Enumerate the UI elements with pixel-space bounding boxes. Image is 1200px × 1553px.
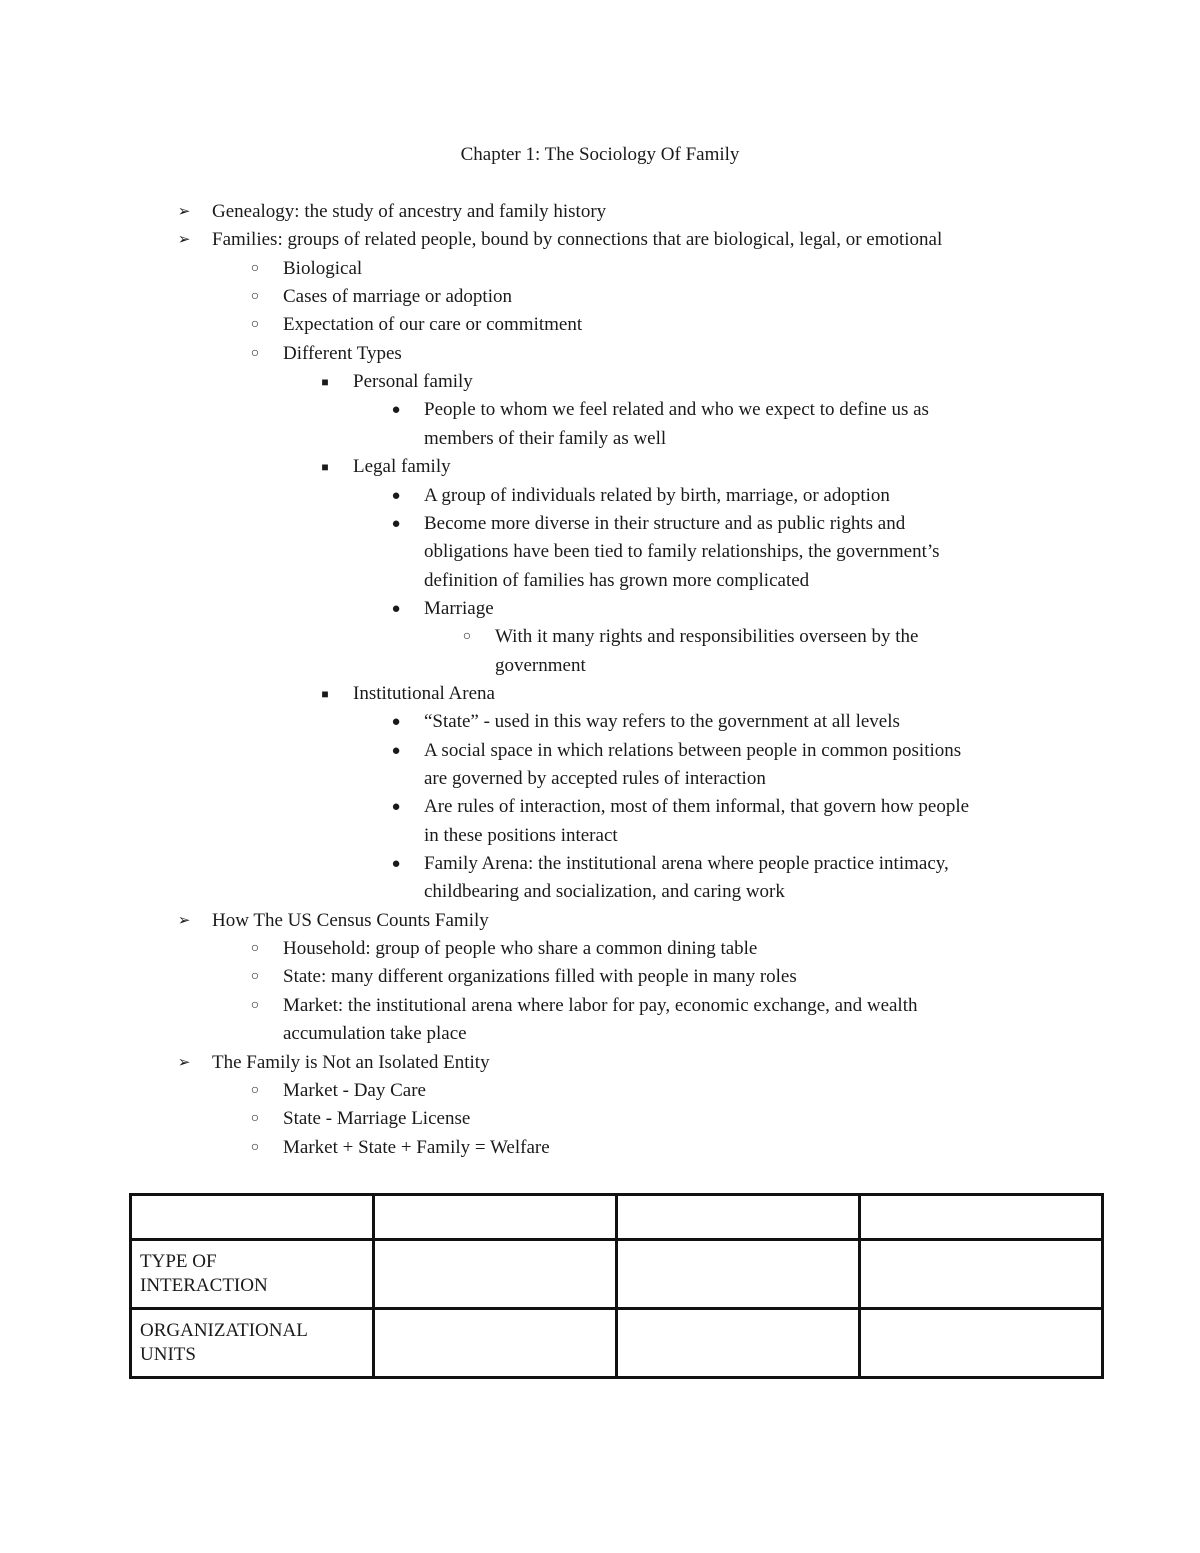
row-label-type-of-interaction bbox=[131, 1240, 374, 1309]
bullet-circle-icon: ○ bbox=[250, 1139, 260, 1155]
bullet-arrow-icon: ➢ bbox=[177, 204, 191, 220]
bullet-dot-icon: ● bbox=[391, 515, 401, 532]
outline-line: Families: groups of related people, bound by connections that are biological, legal, or emotional bbox=[212, 229, 943, 251]
bullet-arrow-icon: ➢ bbox=[177, 232, 191, 249]
outline-line: Marriage bbox=[424, 597, 494, 619]
outline-line: Household: group of people who share a common dining table bbox=[283, 938, 758, 960]
bullet-square-icon: ■ bbox=[321, 686, 329, 701]
table-cell bbox=[374, 1240, 617, 1309]
bullet-dot-icon: ● bbox=[391, 402, 401, 419]
bullet-circle-icon: ○ bbox=[250, 1082, 260, 1098]
outline-line: definition of families has grown more complicated bbox=[424, 569, 810, 591]
outline-line: A social space in which relations between people in common positions bbox=[424, 739, 962, 761]
outline-line: The Family is Not an Isolated Entity bbox=[212, 1051, 490, 1073]
outline-line: Expectation of our care or commitment bbox=[283, 314, 583, 336]
outline-line: With it many rights and responsibilities overseen by the bbox=[495, 626, 919, 648]
row-label-line: INTERACTION bbox=[140, 1275, 268, 1296]
row-label-line: TYPE OF bbox=[140, 1251, 217, 1272]
outline-line: A group of individuals related by birth, marriage, or adoption bbox=[424, 484, 890, 506]
bullet-circle-icon: ○ bbox=[250, 260, 260, 276]
row-label-line: ORGANIZATIONAL bbox=[140, 1320, 308, 1341]
outline-line: in these positions interact bbox=[424, 824, 618, 846]
outline-line: Genealogy: the study of ancestry and family history bbox=[212, 201, 607, 222]
outline-line: Are rules of interaction, most of them informal, that govern how people bbox=[424, 796, 970, 818]
table-cell bbox=[617, 1240, 860, 1309]
outline-line: Different Types bbox=[283, 342, 402, 364]
bullet-circle-icon: ○ bbox=[462, 629, 472, 645]
bullet-arrow-icon: ➢ bbox=[177, 912, 191, 929]
bullet-circle-icon: ○ bbox=[250, 345, 260, 361]
outline-line: People to whom we feel related and who we expect to define us as bbox=[424, 399, 929, 421]
bullet-square-icon: ■ bbox=[321, 460, 329, 475]
row-label-line: UNITS bbox=[140, 1344, 196, 1365]
outline-line: members of their family as well bbox=[424, 427, 667, 449]
table-cell bbox=[374, 1195, 617, 1240]
bullet-circle-icon: ○ bbox=[250, 289, 260, 305]
outline-line: Cases of marriage or adoption bbox=[283, 286, 512, 308]
outline-line: Institutional Arena bbox=[353, 682, 495, 704]
table-cell bbox=[860, 1195, 1103, 1240]
outline-line: accumulation take place bbox=[283, 1023, 467, 1045]
table-row bbox=[131, 1309, 1103, 1378]
outline-line: are governed by accepted rules of interaction bbox=[424, 768, 766, 789]
outline-line: Legal family bbox=[353, 456, 451, 478]
table-cell bbox=[617, 1309, 860, 1378]
bullet-dot-icon: ● bbox=[391, 799, 401, 816]
outline-line: Personal family bbox=[353, 371, 473, 393]
table-row bbox=[131, 1195, 1103, 1240]
outline-line: government bbox=[495, 654, 586, 676]
bullet-dot-icon: ● bbox=[391, 856, 401, 873]
bullet-circle-icon: ○ bbox=[250, 941, 260, 957]
table-cell bbox=[617, 1195, 860, 1240]
bullet-dot-icon: ● bbox=[391, 742, 401, 759]
row-label-organizational-units bbox=[131, 1309, 374, 1378]
bullet-square-icon: ■ bbox=[321, 375, 329, 390]
table-row bbox=[131, 1240, 1103, 1309]
outline-line: State - Marriage License bbox=[283, 1108, 471, 1130]
outline-line: Market + State + Family = Welfare bbox=[283, 1136, 550, 1158]
table-cell bbox=[860, 1240, 1103, 1309]
bullet-circle-icon: ○ bbox=[250, 317, 260, 333]
outline-line: Family Arena: the institutional arena where people practice intimacy, bbox=[424, 853, 949, 875]
outline-line: Market - Day Care bbox=[283, 1079, 426, 1101]
page-title: Chapter 1: The Sociology Of Family bbox=[460, 144, 740, 165]
blank-comparison-table bbox=[129, 1193, 1104, 1379]
outline-line: Market: the institutional arena where labor for pay, economic exchange, and wealth bbox=[283, 994, 918, 1016]
bullet-circle-icon: ○ bbox=[250, 969, 260, 985]
outline-line: Biological bbox=[283, 257, 363, 279]
bullet-dot-icon: ● bbox=[391, 487, 401, 504]
bullet-circle-icon: ○ bbox=[250, 1111, 260, 1127]
outline-line: Become more diverse in their structure and as public rights and bbox=[424, 512, 906, 534]
outline-line: State: many different organizations filled with people in many roles bbox=[283, 966, 797, 988]
bullet-circle-icon: ○ bbox=[250, 997, 260, 1013]
table-cell bbox=[131, 1195, 374, 1240]
bullet-dot-icon: ● bbox=[391, 600, 401, 617]
outline-line: “State” - used in this way refers to the government at all levels bbox=[424, 711, 900, 733]
table-cell bbox=[860, 1309, 1103, 1378]
outline-line: How The US Census Counts Family bbox=[212, 909, 489, 931]
bullet-arrow-icon: ➢ bbox=[177, 1054, 191, 1071]
outline-line: childbearing and socialization, and caring work bbox=[424, 881, 785, 903]
table-cell bbox=[374, 1309, 617, 1378]
outline-line: obligations have been tied to family relationships, the government’s bbox=[424, 541, 940, 563]
bullet-dot-icon: ● bbox=[391, 714, 401, 731]
